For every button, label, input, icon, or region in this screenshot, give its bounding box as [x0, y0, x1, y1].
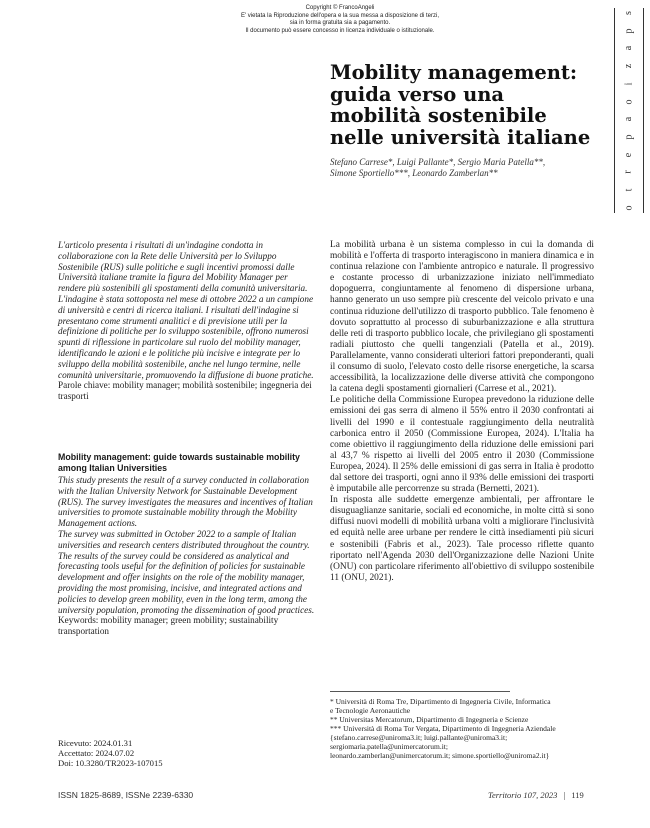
- footnote-line: * Università di Roma Tre, Dipartimento di Ingegneria Civile, Informatica: [330, 697, 551, 706]
- section-tab-letter: e: [622, 152, 634, 157]
- copyright-line: sia in forma gratuita sia a pagamento.: [289, 20, 391, 26]
- copyright-line: E' vietata la Riproduzione dell'opera e la sua messa a disposizione di terzi,: [240, 12, 440, 19]
- section-tab-letter: r: [623, 170, 634, 175]
- section-tab-letter: i: [623, 82, 634, 86]
- abstract-paragraph: The survey was submitted in October 2022 to a sample of Italian universities and research centers distributed throughout the country. The results of the survey could be considered as analytical and forecasting tools useful for the definition of policies for sustainable development and offer insights on the role of the mobility manager, providing the most promising, incisive, and integrated actions and policies to develop green mobility, even in the long term, among the university population, promoting the dissemination of good practices.: [58, 528, 315, 615]
- footnote-line: sergiomaria.patella@unimercatorum.it;: [330, 742, 448, 751]
- section-tab-letter: s: [623, 11, 634, 15]
- title-line: nelle università italiane: [330, 125, 591, 149]
- body-paragraph: La mobilità urbana è un sistema complesso in cui la domanda di mobilità e l'offerta di trasporto interagiscono in maniera dinamica e in continua relazione con l'ambiente antropico e naturale. Il progressivo e costante processo di urbanizzazione iniziato nell'immediato dopoguerra, congiuntamente al fenomeno di dispersione urbana, hanno generato un uso sempre più crescente del veicolo privato e una continua riduzione dell'utilizzo di trasporto pubblico. Tale fenomeno è dovuto soprattutto al processo di suburbanizzazione e alla struttura delle reti di trasporto pubblico locale, che privilegiano gli spostamenti radiali piuttosto che quelli tangenziali (Patella et al., 2019). Parallelamente, vanno considerati ulteriori fattori preponderanti, quali il consumo di suolo, l'elevato costo delle risorse energetiche, la scarsa accessibilità, la localizzazione delle diverse attività che compongono la catena degli spostamenti giornalieri (Carrese et al., 2021).: [330, 240, 594, 395]
- section-tab-letter: t: [623, 188, 634, 192]
- footnote-line: ** Universitas Mercatorum, Dipartimento di Ingegneria e Scienze: [330, 715, 529, 724]
- section-tab-letter: a: [622, 46, 634, 51]
- title-line: guida verso una: [330, 82, 505, 106]
- journal-name: Territorio 107, 2023: [488, 790, 558, 800]
- article-dates: [58, 739, 258, 768]
- footnote-line: e Tecnologie Aeronautiche: [330, 706, 411, 715]
- section-tab-letter: z: [622, 63, 634, 69]
- footnote-line: {stefano.carrese@uniroma3.it; luigi.pallante@uniroma3.it;: [330, 733, 508, 742]
- section-tab-letter: o: [623, 205, 634, 211]
- abstract-paragraph: L'articolo presenta i risultati di un'indagine condotta in collaborazione con la Rete delle Università per lo Sviluppo Sostenibile (RUS) sulle politiche e sugli incentivi promossi dalle Università italiane tramite la figura del Mobility Manager per rendere più sostenibili gli spostamenti della comunità universitaria.: [58, 240, 308, 294]
- section-tab-letter: a: [622, 117, 634, 122]
- abstract-paragraph: This study presents the result of a survey conducted in collaboration with the Italian University Network for Sustainable Development (RUS). The survey investigates the measures and incentives of Italian universities to promote sustainable mobility through the Mobility Management actions.: [58, 475, 313, 529]
- section-tab-letter: p: [623, 134, 634, 140]
- footer-separator: |: [563, 790, 566, 800]
- title-line: Mobility management:: [330, 61, 578, 84]
- abstract-italian: [58, 240, 316, 402]
- abstract-paragraph: L'indagine è stata sottoposta nel mese di ottobre 2022 a un campione di università e centri di ricerca italiani. I risultati dell'indagine si presentano come strumenti analitici e di previsione utili per la definizione di politiche per lo sviluppo sostenibile, offrono numerosi spunti di riflessione in particolare sul ruolo del mobility manager, identificando le azioni e le politiche più incisive e integrate per lo sviluppo della mobilità sostenibile, anche nel lungo termine, nelle comunità universitarie, promuovendo la diffusione di buone pratiche.: [58, 293, 314, 380]
- accepted-date: Accettato: 2024.07.02: [58, 747, 135, 758]
- body-paragraph: Le politiche della Commissione Europea prevedono la riduzione delle emissioni dei gas serra di almeno il 55% entro il 2030 confrontati ai livelli del 1990 e il contestuale raggiungimento della neutralità carbonica entro il 2050 (Commissione Europea, 2024). L'Italia ha come obiettivo il raggiungimento della riduzione delle emissioni pari al 43,7 % rispetto ai livelli del 2005 entro il 2030 (Commissione Europea, 2024). Il 25% delle emissioni di gas serra in Italia è prodotto dal settore dei trasporti, ogni anno il 93% delle emissioni dei trasporti è imputabile alle percorrenze su strada (Bernetti, 2021).: [330, 395, 594, 495]
- keywords-italian: Parole chiave: mobility manager; mobilità sostenibile; ingegneria dei trasporti: [58, 380, 312, 402]
- body-text: [330, 240, 594, 584]
- footnote-line: leonardo.zamberlan@unimercatorum.it; simone.sportiello@uniroma2.it}: [330, 751, 550, 760]
- english-title: Mobility management: guide towards sustainable mobility among Italian Universities: [58, 452, 300, 473]
- abstract-english: [58, 475, 320, 637]
- page-number: 119: [571, 790, 584, 800]
- issn: ISSN 1825-8689, ISSNe 2239-6330: [58, 790, 194, 800]
- copyright-line: Il documento può essere concesso in licenza individuale o istituzionale.: [245, 27, 435, 34]
- footnotes: [330, 697, 602, 760]
- copyright-notice: [180, 5, 500, 35]
- footnote-divider: [330, 691, 510, 692]
- footnote-line: *** Università di Roma Tor Vergata, Dipartimento di Ingegneria Aziendale: [330, 724, 556, 733]
- keywords-english: Keywords: mobility manager; green mobility; sustainability transportation: [58, 615, 279, 637]
- copyright-line: Copyright © FrancoAngeli: [305, 5, 375, 11]
- title-line: mobilità sostenibile: [330, 104, 547, 127]
- page-footer: [488, 790, 584, 800]
- authors-line: Simone Sportiello***, Leonardo Zamberlan**: [330, 168, 498, 178]
- body-paragraph: In risposta alle suddette emergenze ambientali, per affrontare le disuguaglianze sanitarie, sociali ed economiche, in molte città si sono diffusi nuovi modelli di mobilità urbana volti a migliorare l'inclusività ed equità nelle aree urbane per rendere le città insediamenti più sicuri e sostenibili (Fabris et al., 2023). Tale processo riflette quanto riportato nell'Agenda 2030 dell'Organizzazione delle Nazioni Unite (ONU) con particolare riferimento all'obiettivo di sviluppo sostenibile 11 (ONU, 2021).: [330, 495, 594, 583]
- authors-line: Stefano Carrese*, Luigi Pallante*, Sergio Maria Patella**,: [330, 157, 546, 167]
- doi: Doi: 10.3280/TR2023-107015: [58, 757, 163, 768]
- article-title: [330, 62, 600, 148]
- section-tab-letter: o: [623, 99, 634, 105]
- section-tab: [614, 8, 644, 213]
- authors: [330, 157, 600, 179]
- received-date: Ricevuto: 2024.01.31: [58, 738, 133, 748]
- section-tab-letter: p: [623, 28, 634, 34]
